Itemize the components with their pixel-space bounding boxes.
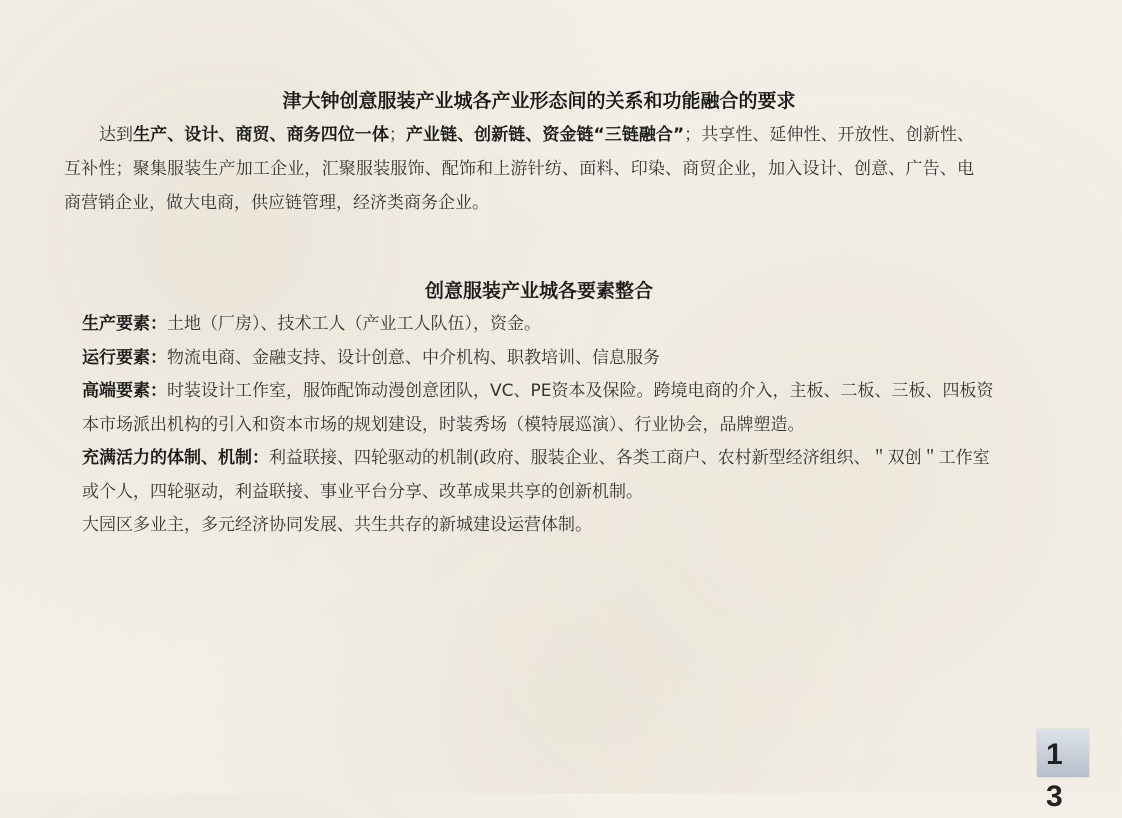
paragraph-separator: ； xyxy=(388,125,406,145)
paragraph-lead-text: 达到 xyxy=(99,125,134,145)
paragraph-body-text: ；共享性、延伸性、开放性、创新性、互补性；聚集服装生产加工企业，汇聚服装服饰、配饰和上游针纺、面料、印染、商贸企业，加入设计、创意、广告、电商营销企业，做大电商，供应链管理，经济类商务企业。 xyxy=(64,125,975,213)
paragraph-bold-four-in-one: 生产、设计、商贸、商务四位一体 xyxy=(133,125,389,145)
section-title-industry-relations: 津大钟创意服装产业城各产业形态间的关系和功能融合的要求 xyxy=(282,90,796,112)
page-number: 13 xyxy=(1046,738,1063,813)
list-item-production xyxy=(82,308,1000,342)
relations-paragraph xyxy=(64,118,974,220)
list-item-label: 充满活力的体制、机制： xyxy=(82,448,269,468)
list-item-text: 利益联接、四轮驱动的机制(政府、服装企业、各类工商户、农村新型经济组织、＂双创＂工作室或个人，四轮驱动，利益联接、事业平台分享、改革成果共享的创新机制。 xyxy=(82,448,990,502)
list-item-text: 土地（厂房）、技术工人（产业工人队伍），资金。 xyxy=(167,314,541,334)
list-item-operation xyxy=(82,342,1000,376)
list-item-text: 物流电商、金融支持、设计创意、中介机构、职教培训、信息服务 xyxy=(167,347,660,368)
element-list xyxy=(82,308,1000,543)
list-item-high-end xyxy=(82,375,1000,442)
list-item-text: 大园区多业主，多元经济协同发展、共生共存的新城建设运营体制。 xyxy=(82,515,592,535)
list-item-label: 运行要素： xyxy=(82,347,167,368)
list-item-text: 时装设计工作室，服饰配饰动漫创意团队，VC、PE资本及保险。跨境电商的介入，主板、二板、三板、四板资本市场派出机构的引入和资本市场的规划建设，时装秀场（模特展巡演）、行业协会，品牌塑造。 xyxy=(82,381,994,435)
section-title-element-integration: 创意服装产业城各要素整合 xyxy=(424,280,653,302)
list-item-park-system xyxy=(82,509,1000,543)
list-item-mechanism xyxy=(82,442,1000,509)
list-item-label: 生产要素： xyxy=(82,314,167,334)
list-item-label: 高端要素： xyxy=(82,381,167,401)
paragraph-bold-three-chain: 产业链、创新链、资金链“三链融合” xyxy=(405,125,685,145)
